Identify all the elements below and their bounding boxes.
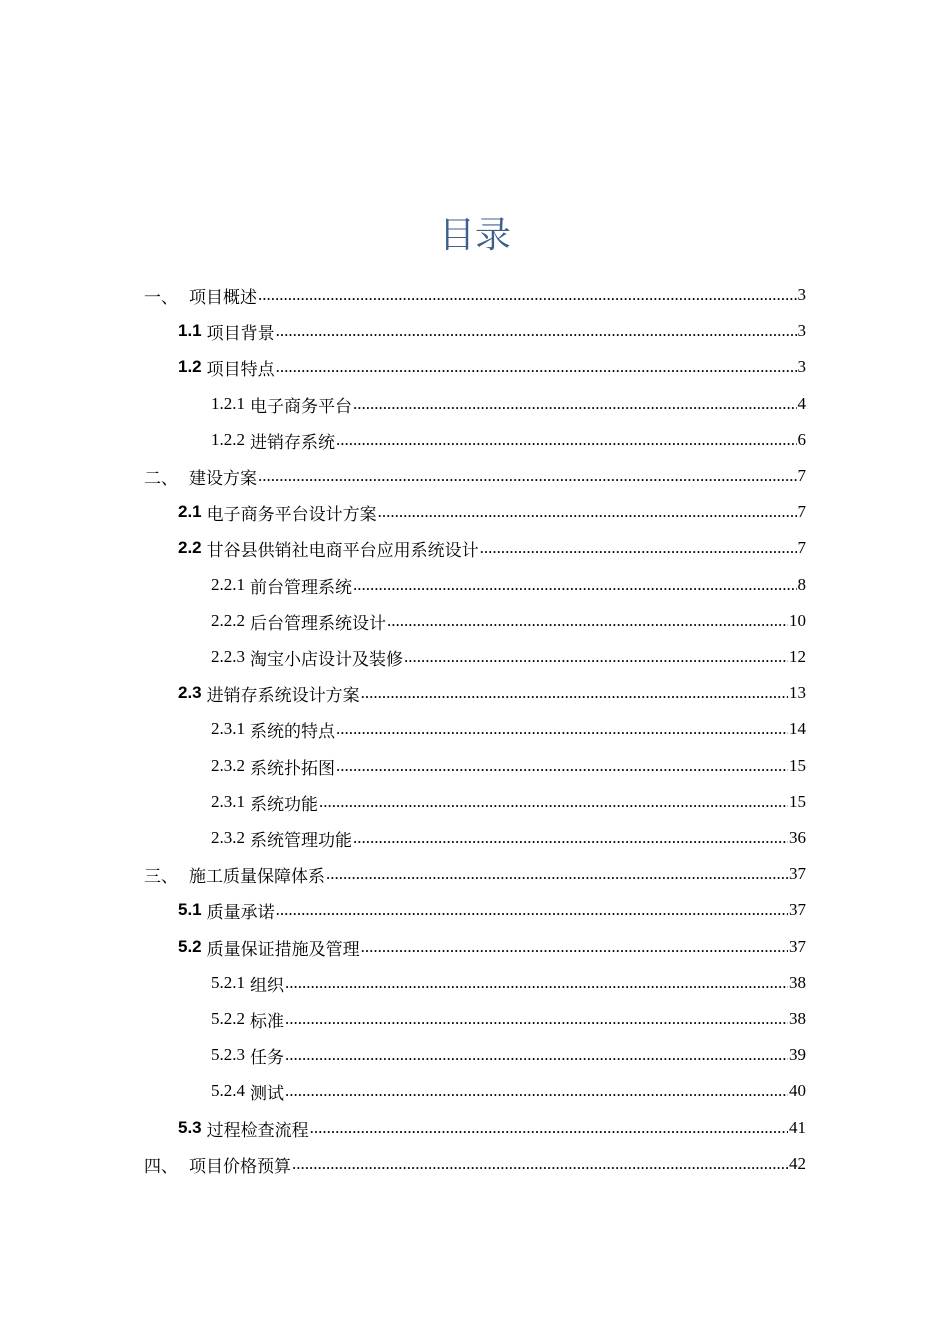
toc-entry-page-number: 3: [797, 321, 806, 340]
toc-entry[interactable]: [178, 349, 806, 385]
toc-entry-page-number: 13: [789, 683, 806, 702]
toc-dot-leader: [292, 1154, 788, 1174]
toc-entry-number: 2.3.1: [211, 792, 245, 811]
toc-entry[interactable]: [178, 675, 806, 711]
toc-entry-page-number: 10: [789, 611, 806, 630]
toc-dot-leader: [353, 394, 797, 414]
toc-entry-number: 2.2.2: [211, 611, 245, 630]
toc-entry-title: 过程检查流程: [206, 1120, 309, 1141]
toc-entry-number: 2.2.1: [211, 575, 245, 594]
toc-entry[interactable]: [211, 567, 806, 603]
toc-dot-leader: [310, 1118, 788, 1138]
toc-entry-title: 前台管理系统: [250, 577, 352, 598]
toc-entry-title: 标准: [250, 1011, 284, 1032]
toc-entry-page-number: 42: [789, 1154, 806, 1173]
toc-entry-number: 5.2: [178, 937, 202, 956]
toc-entry-page-number: 12: [789, 647, 806, 666]
toc-entry-number: 5.2.3: [211, 1045, 245, 1064]
toc-entry-page-number: 7: [797, 538, 806, 557]
toc-entry-title: 组织: [250, 975, 284, 996]
toc-entry[interactable]: [211, 1001, 806, 1037]
toc-entry-number: 1.2.1: [211, 394, 245, 413]
toc-entry-page-number: 15: [789, 756, 806, 775]
toc-entry[interactable]: [211, 1073, 806, 1109]
toc-dot-leader: [285, 973, 788, 993]
toc-dot-leader: [353, 575, 797, 595]
toc-entry-number: 2.3.2: [211, 756, 245, 775]
toc-entry[interactable]: [178, 313, 806, 349]
toc-entry-title: 淘宝小店设计及装修: [250, 649, 403, 670]
toc-entry[interactable]: [144, 856, 806, 892]
toc-dot-leader: [319, 792, 788, 812]
toc-entry-number: 2.1: [178, 502, 202, 521]
toc-dot-leader: [276, 357, 797, 377]
toc-entry-page-number: 37: [789, 900, 806, 919]
toc-entry[interactable]: [211, 639, 806, 675]
toc-entry-title: 电子商务平台设计方案: [206, 504, 377, 525]
toc-dot-leader: [336, 756, 788, 776]
toc-entry-page-number: 8: [797, 575, 806, 594]
toc-dot-leader: [285, 1009, 788, 1029]
toc-dot-leader: [404, 647, 788, 667]
toc-entry-number: 1.2: [178, 357, 202, 376]
toc-entry-page-number: 3: [797, 357, 806, 376]
toc-entry-page-number: 6: [797, 430, 806, 449]
toc-entry-title: 建设方案: [189, 468, 257, 489]
toc-dot-leader: [361, 683, 788, 703]
toc-dot-leader: [480, 538, 797, 558]
toc-entry-title: 任务: [250, 1047, 284, 1068]
toc-entry[interactable]: [144, 277, 806, 313]
toc-entry-page-number: 38: [789, 1009, 806, 1028]
toc-entry-page-number: 14: [789, 719, 806, 738]
toc-entry[interactable]: [211, 748, 806, 784]
toc-entry[interactable]: [178, 530, 806, 566]
toc-dot-leader: [258, 285, 797, 305]
toc-entry-page-number: 3: [797, 285, 806, 304]
toc-entry-title: 施工质量保障体系: [189, 866, 325, 887]
toc-entry-title: 项目特点: [206, 359, 275, 380]
toc-entry-number: 5.2.2: [211, 1009, 245, 1028]
toc-entry[interactable]: [144, 1146, 806, 1182]
toc-entry[interactable]: [211, 386, 806, 422]
toc-entry-title: 系统扑拓图: [250, 758, 335, 779]
toc-entry-number: 5.3: [178, 1118, 202, 1137]
toc-entry-number: 5.2.1: [211, 973, 245, 992]
toc-entry[interactable]: [211, 1037, 806, 1073]
toc-title: 目录: [438, 215, 511, 256]
toc-dot-leader: [361, 937, 788, 957]
toc-entry-title: 项目背景: [206, 323, 275, 344]
toc-entry-page-number: 36: [789, 828, 806, 847]
toc-entry[interactable]: [211, 711, 806, 747]
toc-dot-leader: [285, 1081, 788, 1101]
toc-entry-page-number: 7: [797, 466, 806, 485]
toc-entry[interactable]: [211, 422, 806, 458]
toc-entry-number: 一、: [144, 287, 178, 308]
toc-dot-leader: [285, 1045, 788, 1065]
toc-entry[interactable]: [178, 1110, 806, 1146]
toc-entry-number: 2.2.3: [211, 647, 245, 666]
toc-entry-number: 三、: [144, 866, 178, 887]
toc-entry-number: 1.2.2: [211, 430, 245, 449]
toc-dot-leader: [378, 502, 797, 522]
toc-entry-title: 系统的特点: [250, 721, 335, 742]
toc-dot-leader: [336, 430, 797, 450]
toc-dot-leader: [276, 900, 788, 920]
toc-entry-title: 甘谷县供销社电商平台应用系统设计: [206, 540, 479, 561]
toc-entry-page-number: 7: [797, 502, 806, 521]
toc-entry-title: 进销存系统设计方案: [206, 685, 360, 706]
toc-entry-number: 四、: [144, 1156, 178, 1177]
toc-entry-number: 二、: [144, 468, 178, 489]
toc-entry-page-number: 41: [789, 1118, 806, 1137]
toc-entry-number: 5.2.4: [211, 1081, 245, 1100]
toc-entry-number: 2.3.1: [211, 719, 245, 738]
toc-entry-title: 项目价格预算: [189, 1156, 291, 1177]
toc-entry-page-number: 38: [789, 973, 806, 992]
toc-entry-page-number: 15: [789, 792, 806, 811]
toc-entry-title: 项目概述: [189, 287, 257, 308]
toc-entry-title: 系统管理功能: [250, 830, 352, 851]
toc-entry-title: 测试: [250, 1083, 284, 1104]
toc-entry-page-number: 37: [789, 937, 806, 956]
toc-entry-title: 质量承诺: [206, 902, 275, 923]
toc-dot-leader: [276, 321, 797, 341]
toc-dot-leader: [353, 828, 788, 848]
toc-entry[interactable]: [178, 892, 806, 928]
toc-entry[interactable]: [211, 784, 806, 820]
toc-entry-page-number: 4: [797, 394, 806, 413]
toc-dot-leader: [387, 611, 788, 631]
toc-dot-leader: [336, 719, 788, 739]
toc-entry[interactable]: [211, 965, 806, 1001]
toc-entry[interactable]: [211, 820, 806, 856]
toc-entry[interactable]: [178, 494, 806, 530]
toc-entry-number: 5.1: [178, 900, 202, 919]
toc-entry-title: 电子商务平台: [250, 396, 352, 417]
toc-entry-page-number: 37: [789, 864, 806, 883]
toc-dot-leader: [326, 864, 788, 884]
toc-entry-number: 2.3: [178, 683, 202, 702]
toc-entry-page-number: 40: [789, 1081, 806, 1100]
toc-entry-number: 2.2: [178, 538, 202, 557]
toc-entry-title: 系统功能: [250, 794, 318, 815]
toc-entry[interactable]: [144, 458, 806, 494]
toc-entry-title: 进销存系统: [250, 432, 335, 453]
toc-entry-number: 2.3.2: [211, 828, 245, 847]
toc-entry-page-number: 39: [789, 1045, 806, 1064]
toc-dot-leader: [258, 466, 797, 486]
toc-entry-title: 质量保证措施及管理: [206, 939, 360, 960]
toc-entry-title: 后台管理系统设计: [250, 613, 386, 634]
toc-entry[interactable]: [178, 929, 806, 965]
toc-entry-number: 1.1: [178, 321, 202, 340]
toc-entry[interactable]: [211, 603, 806, 639]
